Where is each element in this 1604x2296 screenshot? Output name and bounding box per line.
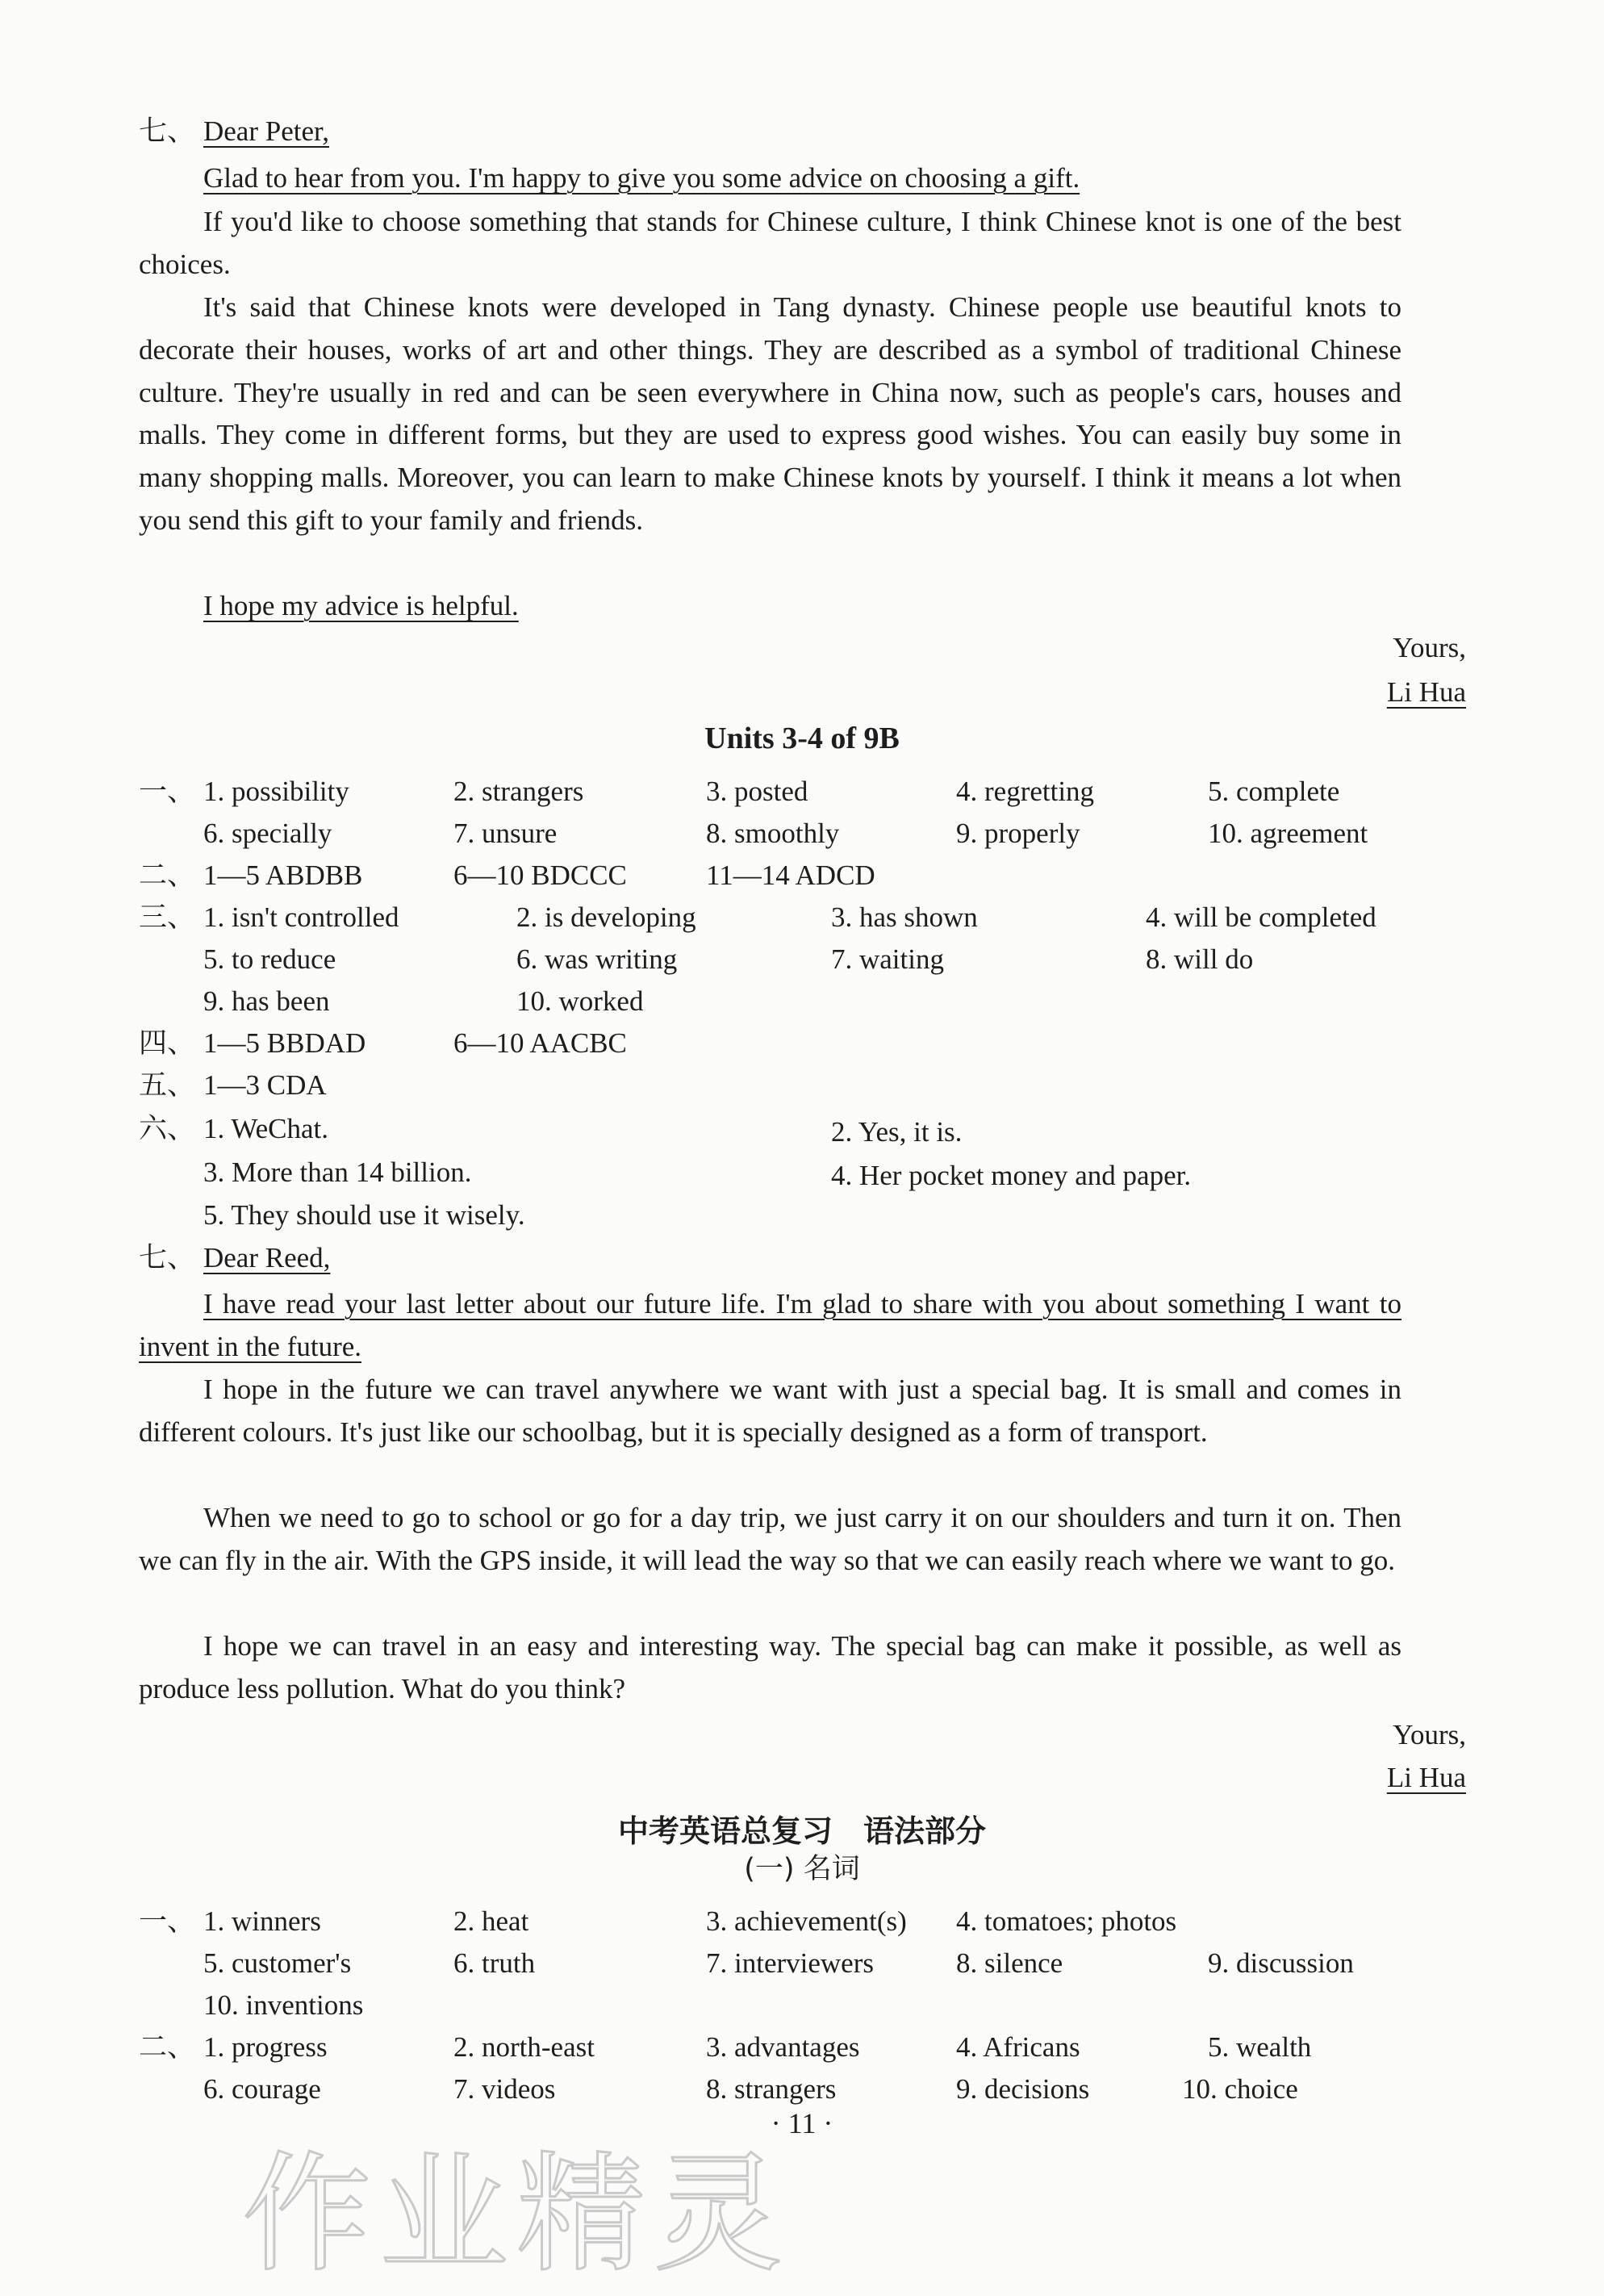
letter-paragraph: When we need to go to school or go for a day trip, we just carry it on our shoulders and turn it on. Then we can fly in the air. With the GPS inside, it will lead the way so that we can easily reach where we want to go. bbox=[139, 1502, 1401, 1576]
answer: 4. tomatoes; photos bbox=[956, 1905, 1177, 1937]
answer: 7. unsure bbox=[453, 818, 558, 849]
answer: 3. advantages bbox=[706, 2031, 860, 2063]
answer: 2. is developing bbox=[516, 901, 696, 933]
closing: Yours, bbox=[1393, 1719, 1466, 1750]
letter-paragraph: I hope we can travel in an easy and interesting way. The special bag can make it possible, as well as produce less pollution. What do you think? bbox=[139, 1630, 1401, 1704]
answer: 1. WeChat. bbox=[203, 1113, 328, 1144]
salutation: Dear Peter, bbox=[203, 115, 330, 147]
answer: 8. will do bbox=[1146, 943, 1254, 975]
question-mark-7b: 七、 bbox=[139, 1242, 196, 1274]
answer: 7. interviewers bbox=[706, 1947, 874, 1979]
signature: Li Hua bbox=[1386, 676, 1466, 708]
answer: 1. possibility bbox=[203, 776, 349, 807]
answer: 9. has been bbox=[203, 985, 330, 1017]
answer: 1. winners bbox=[203, 1905, 321, 1937]
question-mark-6: 六、 bbox=[139, 1113, 196, 1145]
answer: 5. complete bbox=[1208, 776, 1340, 807]
answer: 8. silence bbox=[956, 1947, 1063, 1979]
answer: 7. waiting bbox=[831, 943, 944, 975]
answer: 5. They should use it wisely. bbox=[203, 1199, 525, 1231]
answer: 3. More than 14 billion. bbox=[203, 1156, 472, 1188]
letter-paragraph: I hope in the future we can travel anywhere we want with just a special bag. It is small and comes in different colours. It's just like our schoolbag, but it is specially designed as a form of transport. bbox=[139, 1374, 1401, 1448]
letter-paragraph: Glad to hear from you. I'm happy to give you some advice on choosing a gift. bbox=[203, 162, 1080, 194]
answer: 3. has shown bbox=[831, 901, 978, 933]
answer: 4. will be completed bbox=[1146, 901, 1376, 933]
answer: 10. choice bbox=[1182, 2073, 1298, 2105]
answer: 9. decisions bbox=[956, 2073, 1090, 2105]
closing: Yours, bbox=[1393, 632, 1466, 663]
answer: 6—10 AACBC bbox=[453, 1027, 627, 1059]
answer: 6. courage bbox=[203, 2073, 321, 2105]
letter-paragraph: I hope my advice is helpful. bbox=[203, 590, 519, 621]
answer: 6. specially bbox=[203, 818, 332, 849]
question-mark-3: 三、 bbox=[139, 901, 196, 934]
section-title: Units 3-4 of 9B bbox=[704, 721, 900, 755]
question-mark-7: 七、 bbox=[139, 115, 196, 148]
answer: 6. truth bbox=[453, 1947, 536, 1979]
question-mark-1: 一、 bbox=[139, 1905, 196, 1938]
answer: 4. regretting bbox=[956, 776, 1095, 807]
answer: 3. posted bbox=[706, 776, 808, 807]
answer: 4. Her pocket money and paper. bbox=[831, 1160, 1192, 1191]
answer: 2. strangers bbox=[453, 776, 584, 807]
answer: 2. north-east bbox=[453, 2031, 595, 2063]
answer: 6—10 BDCCC bbox=[453, 859, 627, 891]
watermark: 作业精灵 bbox=[242, 2139, 792, 2290]
answer: 6. was writing bbox=[516, 943, 678, 975]
answer: 9. properly bbox=[956, 818, 1080, 849]
answer: 2. heat bbox=[453, 1905, 529, 1937]
answer: 4. Africans bbox=[956, 2031, 1080, 2063]
answer: 1—5 BBDAD bbox=[203, 1027, 366, 1059]
salutation: Dear Reed, bbox=[203, 1242, 331, 1273]
answer: 8. strangers bbox=[706, 2073, 837, 2105]
answer: 5. customer's bbox=[203, 1947, 352, 1979]
grammar-title: 中考英语总复习 语法部分 bbox=[617, 1813, 986, 1849]
letter-paragraph: If you'd like to choose something that stands for Chinese culture, I think Chinese knot is one of the best choices. bbox=[139, 206, 1401, 280]
answer: 1. isn't controlled bbox=[203, 901, 399, 933]
answer: 10. worked bbox=[516, 985, 644, 1017]
signature: Li Hua bbox=[1386, 1762, 1466, 1793]
answer: 2. Yes, it is. bbox=[831, 1116, 963, 1148]
question-mark-2: 二、 bbox=[139, 2031, 196, 2064]
letter-paragraph: I have read your last letter about our future life. I'm glad to share with you about something I want to invent in the future. bbox=[139, 1288, 1401, 1362]
answer: 1—5 ABDBB bbox=[203, 859, 363, 891]
answer: 11—14 ADCD bbox=[706, 859, 875, 891]
page-number: · 11 · bbox=[771, 2107, 833, 2139]
question-mark-1: 一、 bbox=[139, 776, 196, 808]
answer: 1. progress bbox=[203, 2031, 328, 2063]
question-mark-2: 二、 bbox=[139, 859, 196, 892]
answer: 1—3 CDA bbox=[203, 1069, 327, 1101]
answer: 10. agreement bbox=[1208, 818, 1368, 849]
answer: 10. inventions bbox=[203, 1989, 364, 2021]
answer: 7. videos bbox=[453, 2073, 556, 2105]
letter-paragraph: It's said that Chinese knots were developed in Tang dynasty. Chinese people use beautiful knots to decorate their houses, works of art and other things. They are described as a symbol of traditional Chinese culture. They're usually in red and can be seen everywhere in China now, such as people's cars, houses and malls. They come in different forms, but they are used to express good wishes. You can easily buy some in many shopping malls. Moreover, you can learn to make Chinese knots by yourself. I think it means a lot when you send this gift to your family and friends. bbox=[139, 291, 1401, 536]
answer: 9. discussion bbox=[1208, 1947, 1354, 1979]
answer: 8. smoothly bbox=[706, 818, 840, 849]
question-mark-5: 五、 bbox=[139, 1069, 196, 1102]
grammar-subtitle: (一) 名词 bbox=[744, 1853, 860, 1885]
answer: 3. achievement(s) bbox=[706, 1905, 907, 1937]
answer: 5. wealth bbox=[1208, 2031, 1312, 2063]
answer: 5. to reduce bbox=[203, 943, 336, 975]
question-mark-4: 四、 bbox=[139, 1027, 196, 1060]
